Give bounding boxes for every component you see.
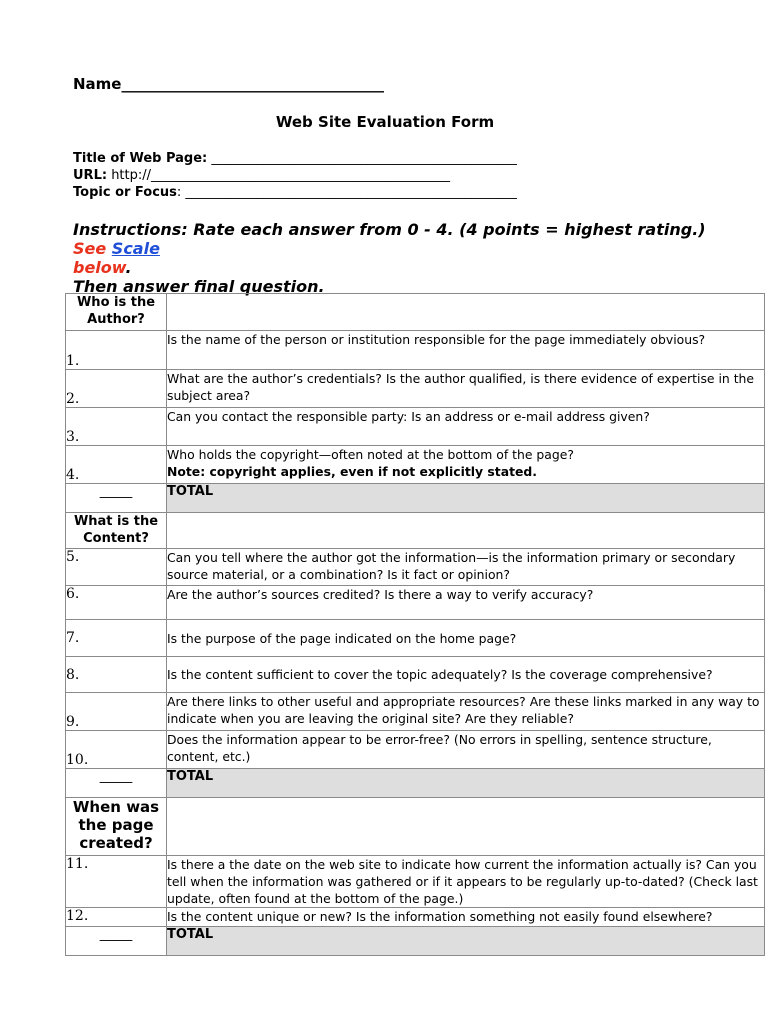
name-field[interactable]: Name___________________________________ — [73, 75, 384, 93]
instructions-period: . — [125, 258, 132, 277]
question-number[interactable]: 12. — [66, 908, 167, 927]
url-label: URL: — [73, 168, 108, 183]
question-text: Are there links to other useful and appropriate resources? Are these links marked in any way to indicate when you are leaving the original site? Are they reliable? — [167, 693, 765, 731]
topic-line: : ___________________________________________________ — [176, 185, 517, 200]
question-text: Is the content sufficient to cover the topic adequately? Is the coverage comprehensive? — [167, 657, 765, 693]
evaluation-table — [65, 293, 765, 956]
title-of-web-page-field[interactable] — [73, 150, 517, 167]
copyright-note: Note: copyright applies, even if not explicitly stated. — [167, 464, 537, 479]
title-of-web-page-label: Title of Web Page: — [73, 151, 208, 166]
total-label: TOTAL — [167, 769, 765, 798]
question-number[interactable]: 3. — [66, 408, 167, 446]
instructions-line2: Then answer final question. — [73, 277, 325, 296]
url-field[interactable] — [73, 167, 450, 184]
title-of-web-page-line: _______________________________________________ — [207, 151, 517, 166]
question-text: Is the name of the person or institution responsible for the page immediately obvious? — [167, 331, 765, 370]
question-number[interactable]: 9. — [66, 693, 167, 731]
instructions-main: Instructions: Rate each answer from 0 - 4. (4 points = highest rating.) — [73, 220, 706, 239]
see-text: See — [73, 239, 112, 258]
question-number[interactable]: 10. — [66, 731, 167, 769]
below-text: below — [73, 258, 126, 277]
question-number[interactable]: 5. — [66, 549, 167, 586]
instructions — [73, 220, 713, 296]
question-text: Is the content unique or new? Is the information something not easily found elsewhere? — [167, 908, 765, 927]
question-text: Are the author’s sources credited? Is there a way to verify accuracy? — [167, 586, 765, 620]
url-value: http://______________________________________________ — [107, 168, 451, 183]
question-text: Is there a the date on the web site to indicate how current the information actually is? Can you tell when the information was gathered or if it appears to be regularly up-to-dated? (Check last update, often found at the bottom of the page.) — [167, 856, 765, 908]
question-text — [167, 446, 765, 484]
question-number[interactable]: 6. — [66, 586, 167, 620]
question-text: Can you contact the responsible party: Is an address or e-mail address given? — [167, 408, 765, 446]
topic-field[interactable] — [73, 184, 517, 201]
question-text: Can you tell where the author got the information—is the information primary or secondary source material, or a combination? Is it fact or opinion? — [167, 549, 765, 586]
section-header-blank — [167, 798, 765, 856]
question-number[interactable]: 4. — [66, 446, 167, 484]
total-score-blank[interactable]: _____ — [66, 769, 167, 798]
topic-label: Topic or Focus — [73, 185, 177, 200]
question-number[interactable]: 7. — [66, 620, 167, 657]
form-title: Web Site Evaluation Form — [275, 113, 495, 131]
question-main-text: Who holds the copyright—often noted at the bottom of the page? — [167, 447, 574, 462]
question-text: Does the information appear to be error-free? (No errors in spelling, sentence structure, content, etc.) — [167, 731, 765, 769]
scale-link[interactable]: Scale — [111, 239, 160, 258]
question-number[interactable]: 8. — [66, 657, 167, 693]
section-header-blank — [167, 294, 765, 331]
section-title: What is the Content? — [66, 513, 167, 549]
section-title: Who is the Author? — [66, 294, 167, 331]
question-text: What are the author’s credentials? Is the author qualified, is there evidence of expertise in the subject area? — [167, 370, 765, 408]
question-text: Is the purpose of the page indicated on the home page? — [167, 620, 765, 657]
total-label: TOTAL — [167, 927, 765, 956]
section-title: When was the page created? — [66, 798, 167, 856]
question-number[interactable]: 2. — [66, 370, 167, 408]
total-score-blank[interactable]: _____ — [66, 484, 167, 513]
total-label: TOTAL — [167, 484, 765, 513]
total-score-blank[interactable]: _____ — [66, 927, 167, 956]
section-header-blank — [167, 513, 765, 549]
question-number[interactable]: 11. — [66, 856, 167, 908]
question-number[interactable]: 1. — [66, 331, 167, 370]
